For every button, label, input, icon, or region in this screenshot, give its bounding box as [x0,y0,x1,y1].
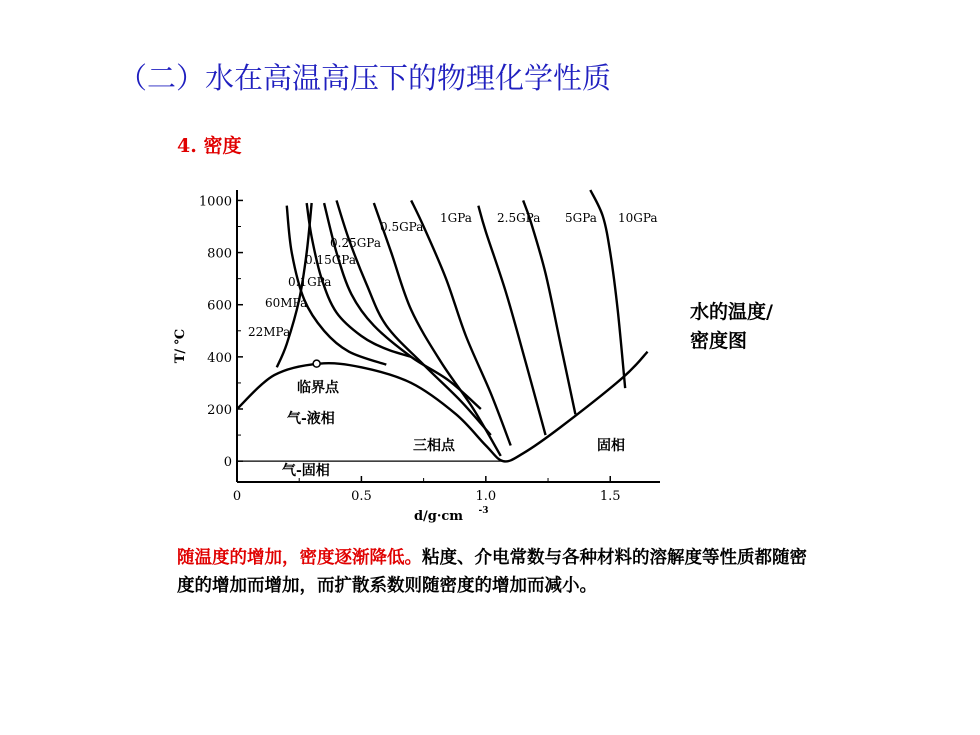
y-tick-label: 0 [223,455,232,471]
body-rest: 粘度、介电常数与各种材料的溶解度等性质都随密度的增加而增加，而扩散系数则随密度的增加而减小。 [177,548,807,596]
annotation-label: 三相点 [413,438,455,454]
isobar-curve-1gpa [411,200,511,445]
body-highlight: 随温度的增加，密度逐渐降低。 [177,548,422,568]
annotation-label: 气-固相 [282,463,330,479]
chart-caption [690,298,773,356]
annotation-label: 固相 [597,438,625,454]
curve-label: 0.5GPa [380,220,424,234]
chart-caption-line2: 密度图 [690,330,748,352]
y-axis-label: T/ ℃ [173,328,188,364]
page-title: （二）水在高温高压下的物理化学性质 [118,61,612,95]
curve-label: 1GPa [440,211,472,225]
curve-label: 22MPa [248,325,291,339]
x-tick-label: 0 [232,489,242,504]
curve-label: 0.1GPa [288,275,332,289]
body-paragraph [177,544,817,600]
x-axis-label: d/g·cm [413,509,464,524]
x-tick-label: 0.5 [351,489,372,504]
annotation-label: 临界点 [297,380,339,396]
isobar-curve-0.5gpa [374,203,501,456]
x-tick-label: 1.0 [475,489,497,504]
y-tick-label: 800 [207,246,232,262]
chart-caption-line1: 水的温度/ [690,301,773,323]
section-subtitle: 4. 密度 [177,135,242,157]
curve-label: 5GPa [565,211,597,225]
x-axis-label-superscript: -3 [478,506,489,516]
annotation-label: 气-液相 [287,411,335,427]
y-tick-label: 400 [207,350,232,366]
curve-label: 60MPa [265,296,308,310]
y-tick-label: 200 [207,403,232,418]
curve-label: 0.25GPa [330,236,381,250]
critical-point-marker [313,360,320,367]
y-tick-label: 1000 [198,194,232,210]
y-tick-label: 600 [207,298,232,314]
curve-label: 10GPa [618,211,658,225]
curve-label: 2.5GPa [497,211,541,225]
x-tick-label: 1.5 [599,489,621,504]
curve-label: 0.15GPa [305,253,356,267]
